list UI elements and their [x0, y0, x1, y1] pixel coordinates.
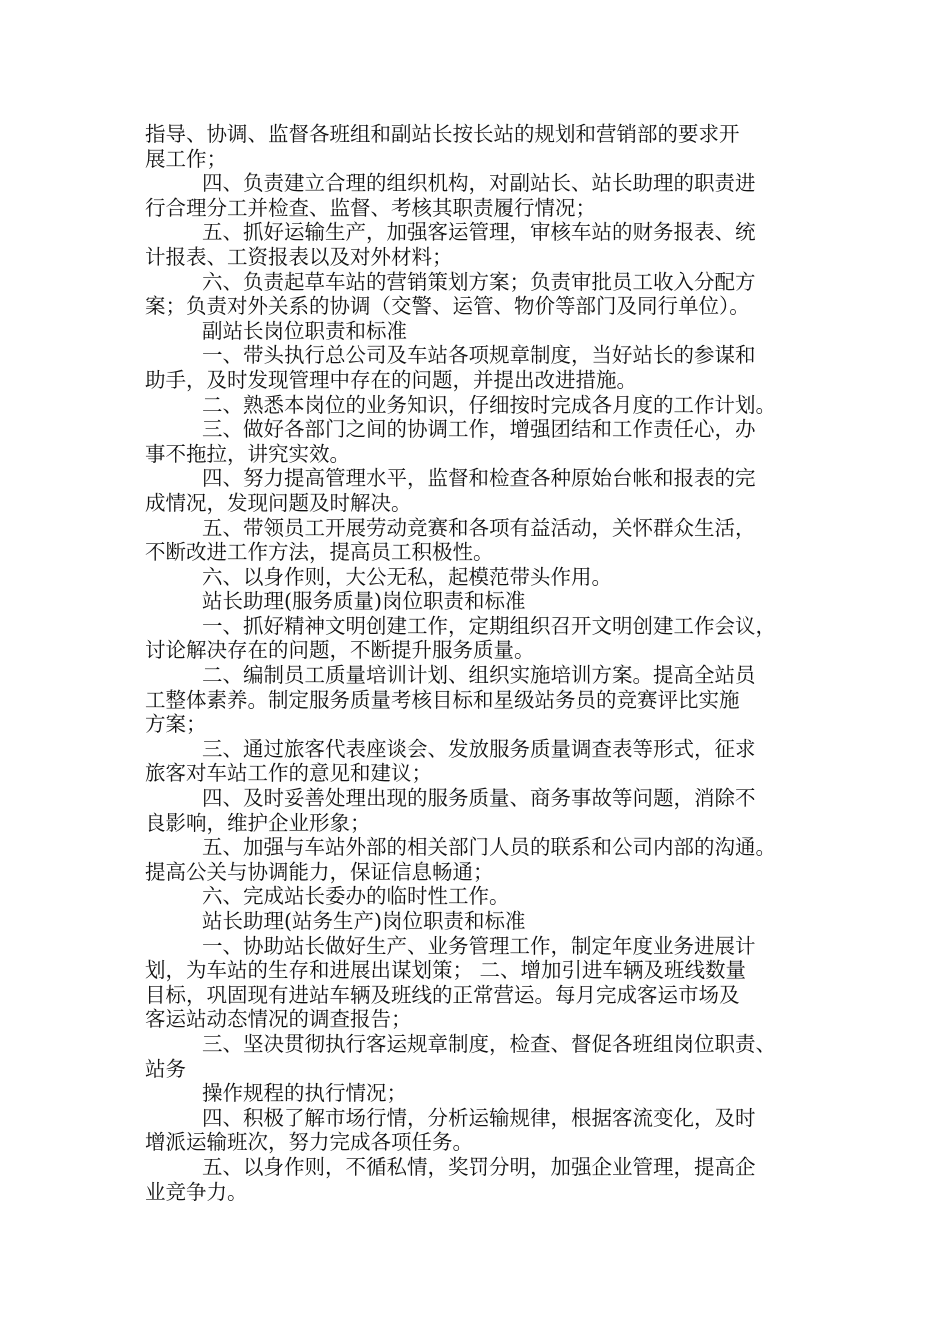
- text-line: 副站长岗位职责和标准: [202, 318, 407, 343]
- text-line: 六、以身作则，大公无私，起模范带头作用。: [202, 564, 612, 589]
- text-line: 四、努力提高管理水平，监督和检查各种原始台帐和报表的完: [202, 466, 756, 491]
- text-line: 一、协助站长做好生产、业务管理工作，制定年度业务进展计: [202, 933, 756, 958]
- text-line: 成情况，发现问题及时解决。: [145, 490, 412, 515]
- text-line: 增派运输班次，努力完成各项任务。: [145, 1130, 473, 1155]
- text-line: 六、负责起草车站的营销策划方案；负责审批员工收入分配方: [202, 269, 756, 294]
- text-line: 展工作；: [145, 146, 227, 171]
- text-line: 方案；: [145, 712, 207, 737]
- text-line: 站长助理(站务生产)岗位职责和标准: [202, 909, 526, 933]
- text-line: 助手，及时发现管理中存在的问题，并提出改进措施。: [145, 367, 637, 392]
- text-line: 目标，巩固现有进站车辆及班线的正常营运。每月完成客运市场及: [145, 982, 740, 1007]
- text-line: 二、编制员工质量培训计划、组织实施培训方案。提高全站员: [202, 663, 756, 688]
- text-line: 案；负责对外关系的协调（交警、运管、物价等部门及同行单位）。: [145, 294, 750, 319]
- text-line: 指导、协调、监督各班组和副站长按长站的规划和营销部的要求开: [145, 122, 740, 146]
- text-line: 站长助理(服务质量)岗位职责和标准: [202, 589, 526, 614]
- text-line: 一、抓好精神文明创建工作，定期组织召开文明创建工作会议，: [202, 613, 776, 638]
- text-line: 客运站动态情况的调查报告；: [145, 1007, 412, 1032]
- text-line: 四、积极了解市场行情，分析运输规律，根据客流变化，及时: [202, 1105, 756, 1130]
- text-line: 提高公关与协调能力，保证信息畅通；: [145, 859, 494, 884]
- text-line: 操作规程的执行情况；: [202, 1081, 407, 1106]
- text-line: 良影响，维护企业形象；: [145, 810, 371, 835]
- text-line: 业竞争力。: [145, 1179, 248, 1204]
- text-line: 五、加强与车站外部的相关部门人员的联系和公司内部的沟通。: [202, 835, 776, 860]
- text-line: 二、熟悉本岗位的业务知识，仔细按时完成各月度的工作计划。: [202, 392, 776, 417]
- text-line: 四、及时妥善处理出现的服务质量、商务事故等问题，消除不: [202, 786, 756, 811]
- text-line: 事不拖拉，讲究实效。: [145, 441, 350, 466]
- text-line: 五、抓好运输生产，加强客运管理，审核车站的财务报表、统: [202, 220, 756, 245]
- text-line: 站务: [145, 1056, 186, 1081]
- text-line: 四、负责建立合理的组织机构，对副站长、站长助理的职责进: [202, 171, 756, 196]
- text-line: 三、做好各部门之间的协调工作，增强团结和工作责任心，办: [202, 417, 756, 442]
- text-line: 五、以身作则，不循私情，奖罚分明，加强企业管理，提高企: [202, 1154, 756, 1179]
- text-line: 六、完成站长委办的临时性工作。: [202, 884, 510, 909]
- text-line: 一、带头执行总公司及车站各项规章制度，当好站长的参谋和: [202, 343, 756, 368]
- text-line: 划，为车站的生存和进展出谋划策； 二、增加引进车辆及班线数量: [145, 958, 747, 983]
- text-line: 不断改进工作方法，提高员工积极性。: [145, 540, 494, 565]
- text-line: 讨论解决存在的问题，不断提升服务质量。: [145, 638, 535, 663]
- text-line: 旅客对车站工作的意见和建议；: [145, 761, 432, 786]
- text-line: 三、通过旅客代表座谈会、发放服务质量调查表等形式，征求: [202, 736, 756, 761]
- text-line: 行合理分工并检查、监督、考核其职责履行情况；: [145, 195, 596, 220]
- text-line: 三、坚决贯彻执行客运规章制度，检查、督促各班组岗位职责、: [202, 1031, 776, 1056]
- text-line: 五、带领员工开展劳动竞赛和各项有益活动，关怀群众生活，: [202, 515, 756, 540]
- text-line: 工整体素养。制定服务质量考核目标和星级站务员的竞赛评比实施: [145, 687, 740, 712]
- document-body: [145, 122, 825, 1204]
- text-line: 计报表、工资报表以及对外材料；: [145, 244, 453, 269]
